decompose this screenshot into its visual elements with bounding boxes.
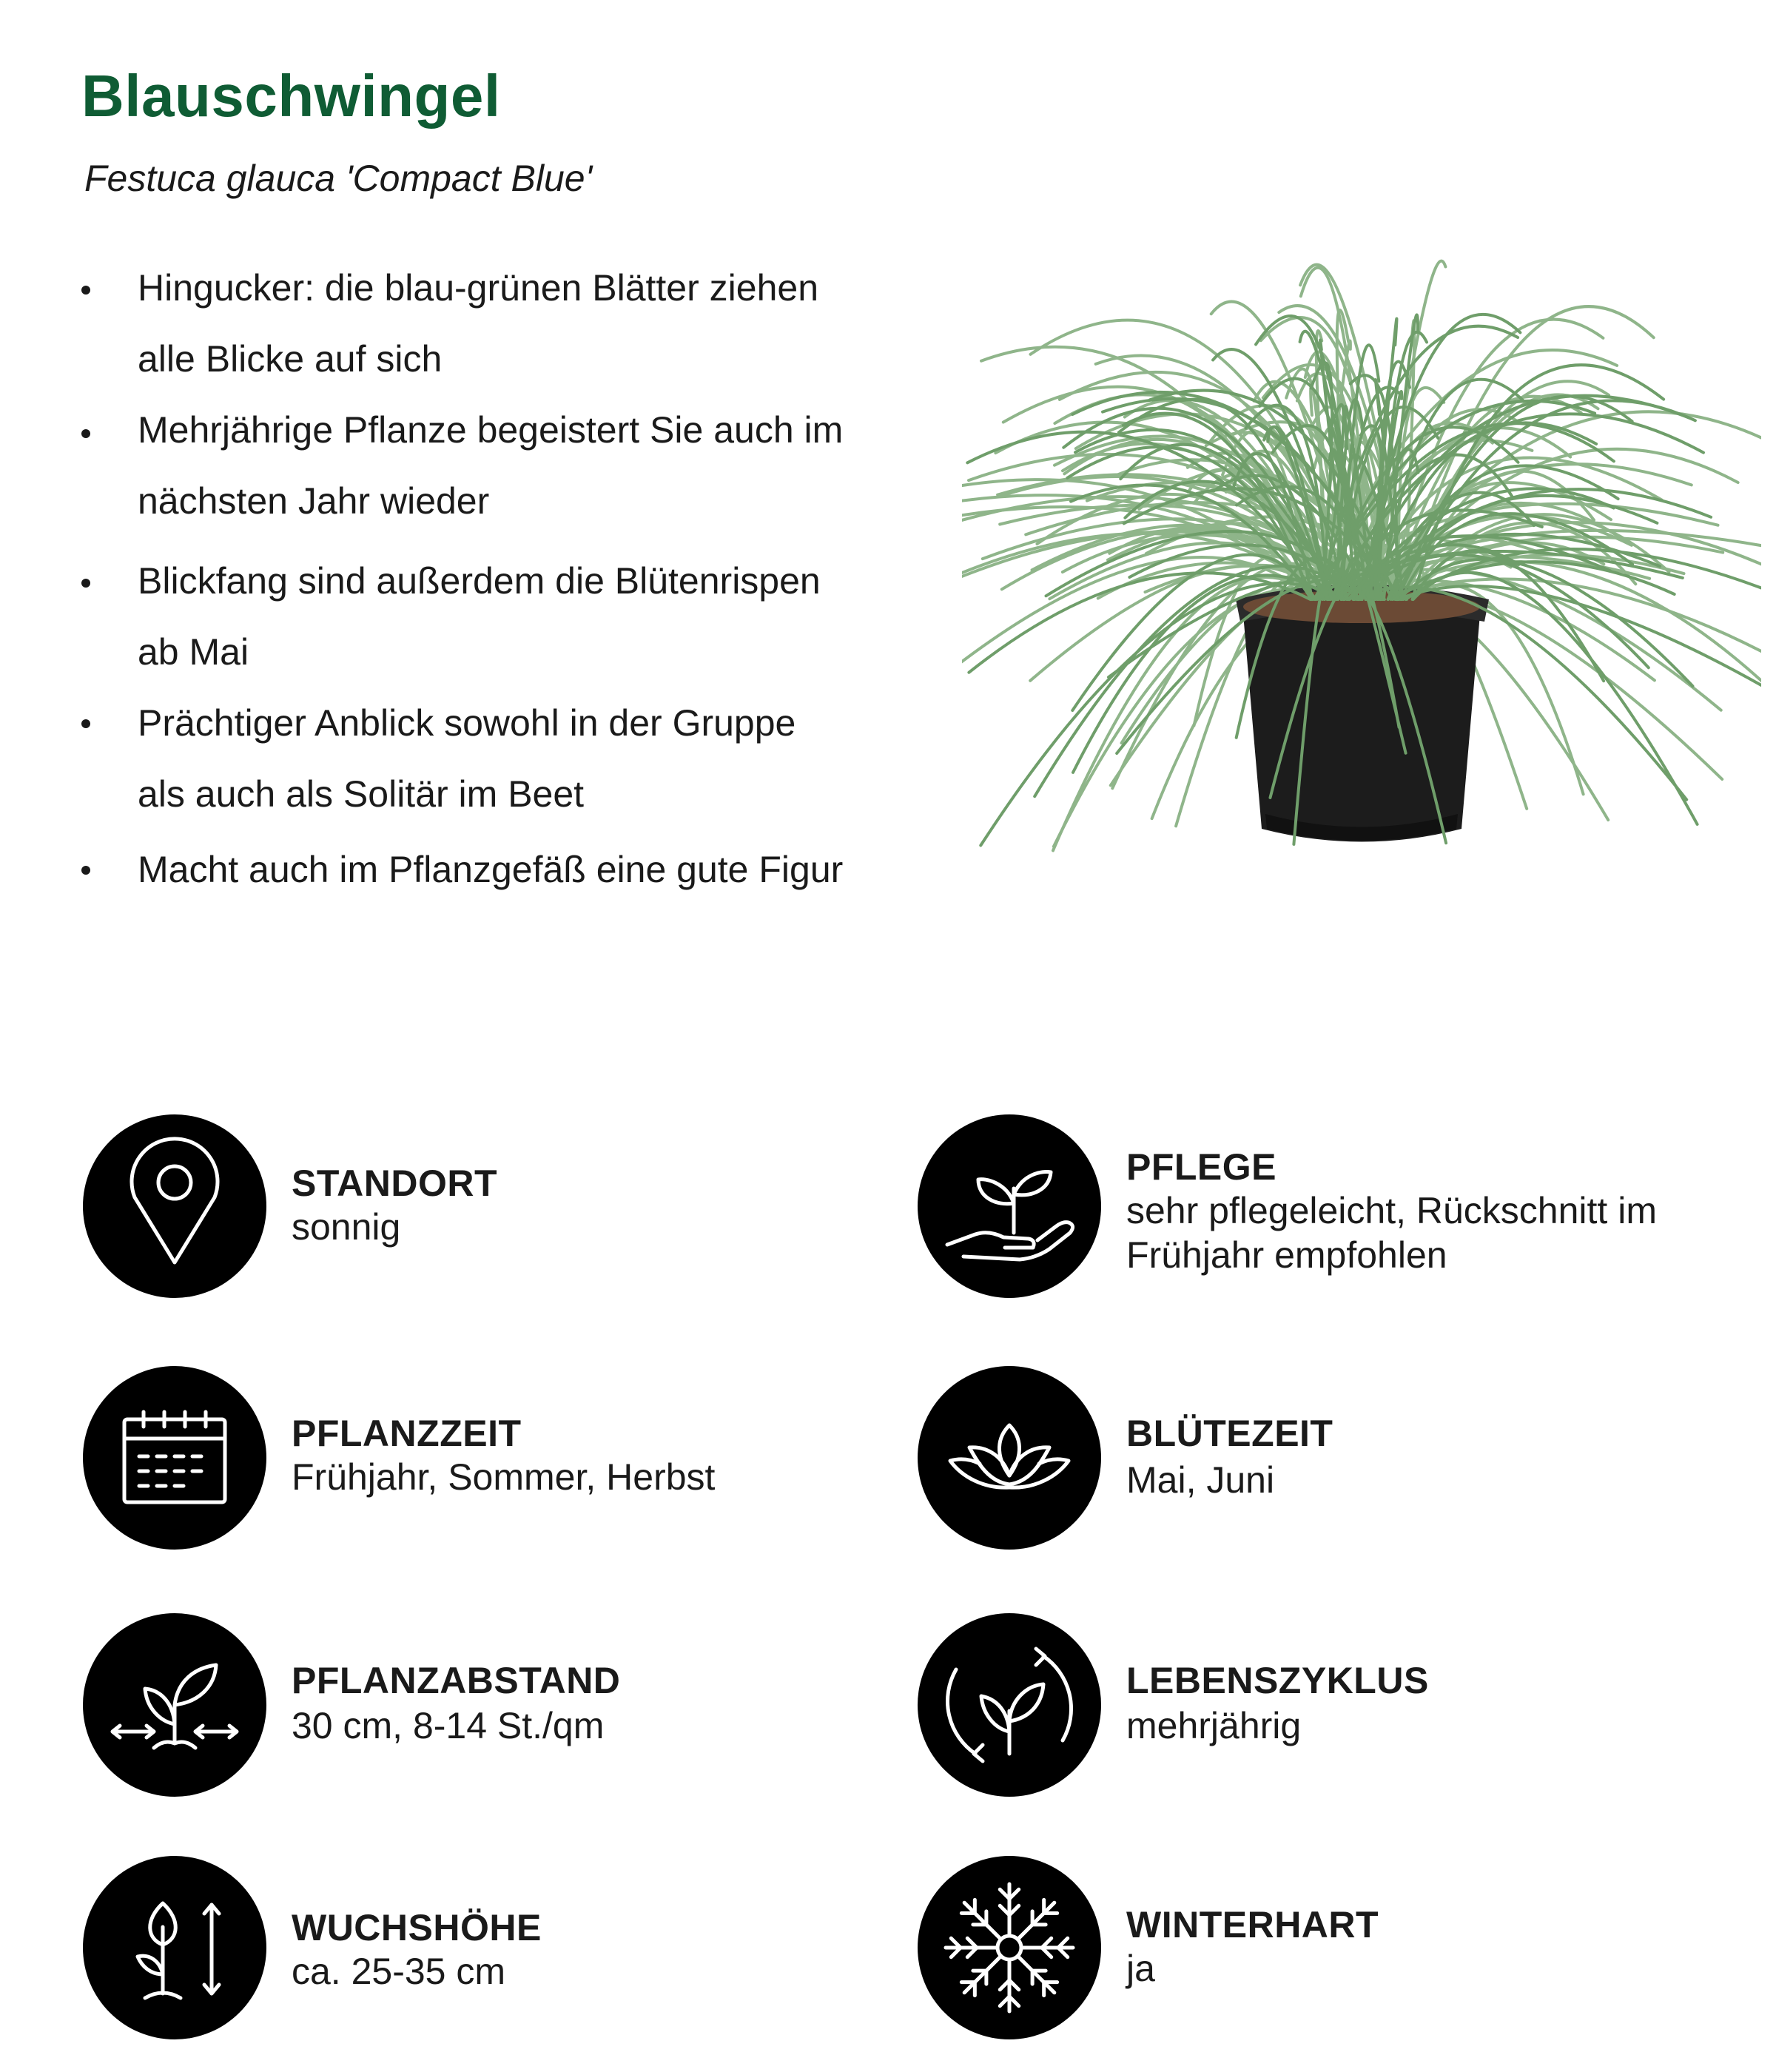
feature-lebenszyklus [918,1613,1732,1806]
plant-in-hand-icon [918,1114,1101,1298]
feature-pflanzzeit [83,1366,897,1558]
bullet-text-line: alle Blicke auf sich [138,338,443,380]
feature-label: PFLEGE [1126,1146,1277,1188]
feature-value: Mai, Juni [1126,1459,1275,1501]
plant-height-icon [83,1856,266,2039]
feature-value: ja [1126,1948,1155,1989]
feature-label: BLÜTEZEIT [1126,1413,1333,1454]
plant-product-image [962,178,1761,903]
feature-value: sehr pflegeleicht, Rückschnitt im Frühjahr empfohlen [1126,1190,1657,1276]
feature-label: STANDORT [292,1163,498,1204]
feature-value: mehrjährig [1126,1705,1302,1746]
product-title: Blauschwingel [81,63,501,129]
bullet-dot-icon [81,866,90,875]
plant-cycle-icon [918,1613,1101,1797]
lotus-flower-icon [918,1366,1101,1550]
feature-pflege [918,1114,1732,1307]
feature-winterhart [918,1856,1732,2048]
bullet-text-line: Prächtiger Anblick sowohl in der Gruppe [138,702,796,744]
feature-pflanzabstand [83,1613,897,1806]
feature-label: WUCHSHÖHE [292,1907,542,1948]
bullet-text-line: Mehrjährige Pflanze begeistert Sie auch im [138,409,844,451]
feature-value: ca. 25-35 cm [292,1951,506,1992]
snowflake-icon [918,1856,1101,2039]
feature-standort [83,1114,897,1307]
feature-label: LEBENSZYKLUS [1126,1660,1429,1701]
bullet-dot-icon [81,286,90,295]
bullet-dot-icon [81,719,90,728]
bullet-text-line: als auch als Solitär im Beet [138,773,585,815]
bullet-text-line: Hingucker: die blau-grünen Blätter ziehen [138,267,818,309]
feature-label: WINTERHART [1126,1904,1379,1945]
feature-bluetezeit [918,1366,1732,1558]
calendar-icon [83,1366,266,1550]
bullet-dot-icon [81,579,90,588]
bullet-text-line: Blickfang sind außerdem die Blütenrispen [138,560,821,602]
bullet-text-line: nächsten Jahr wieder [138,480,490,522]
plant-spacing-icon [83,1613,266,1797]
bullet-text-line: ab Mai [138,631,249,673]
feature-wuchshoehe [83,1856,897,2048]
feature-label: PFLANZZEIT [292,1413,522,1454]
feature-label: PFLANZABSTAND [292,1660,621,1701]
bullet-dot-icon [81,429,90,438]
botanical-name: Festuca glauca 'Compact Blue' [84,158,593,199]
feature-value: sonnig [292,1206,401,1248]
location-pin-icon [83,1114,266,1298]
feature-value: 30 cm, 8-14 St./qm [292,1705,605,1746]
feature-value: Frühjahr, Sommer, Herbst [292,1456,716,1498]
bullet-text-line: Macht auch im Pflanzgefäß eine gute Figur [138,849,844,890]
